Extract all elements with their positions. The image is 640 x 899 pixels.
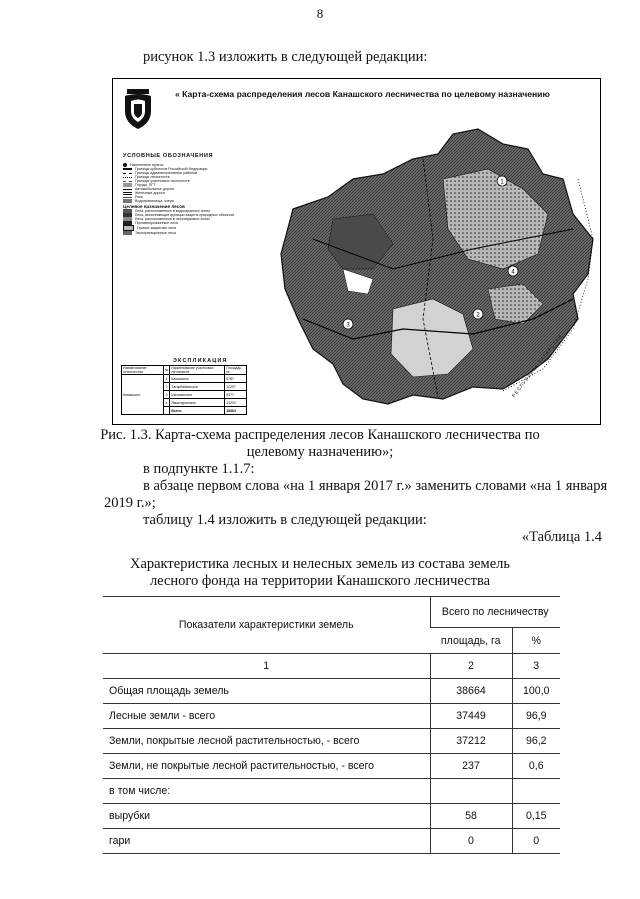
table-cell: 0,15: [512, 804, 560, 829]
table-row: [103, 804, 560, 829]
explication-table: [121, 365, 247, 415]
table-row: [122, 366, 247, 375]
map-region-label: РЕСПУБЛИКА ТАТАРСТАН: [511, 333, 564, 399]
table-cell: Канашское: [122, 375, 164, 415]
column-header: %: [512, 628, 560, 654]
district-number: 2: [476, 312, 480, 319]
paragraph: таблицу 1.4 изложить в следующей редакции:: [143, 512, 427, 528]
table-title-line1: Характеристика лесных и нелесных земель из состава земель: [129, 556, 511, 572]
table-cell: [163, 407, 170, 415]
table-cell: №: [163, 366, 170, 375]
table-cell: Яманчуринское: [170, 399, 225, 407]
table-row: [103, 754, 560, 779]
district-number: 1: [500, 179, 504, 186]
legend-title: УСЛОВНЫЕ ОБОЗНАЧЕНИЯ: [123, 153, 214, 159]
table-cell: Земли, не покрытые лесной растительностью, - всего: [103, 754, 430, 779]
table-cell: 2: [163, 383, 170, 391]
table-cell: 96,9: [512, 704, 560, 729]
table-index-row: [103, 654, 560, 679]
district-number: 3: [346, 322, 350, 329]
table-cell: 0,6: [512, 754, 560, 779]
district-number: 4: [511, 269, 515, 276]
emblem-logo: [121, 87, 155, 131]
table-cell: 6787: [225, 375, 247, 383]
legend-purpose-title: Целевое назначение лесов: [123, 204, 185, 210]
figure-caption-line2: целевому назначению»;: [246, 444, 394, 460]
figure-title: « Карта-схема распределения лесов Канашского лесничества по целевому назначению: [175, 89, 550, 99]
table-cell: Канашское: [170, 375, 225, 383]
paragraph: в абзаце первом слова «на 1 января 2017 г.» заменить словами «на 1 января: [143, 478, 608, 494]
table-cell: Наименование участковых лесничеств: [170, 366, 225, 375]
table-row: [122, 375, 247, 383]
table-reference: «Таблица 1.4: [521, 529, 602, 545]
table-cell: 100,0: [512, 679, 560, 704]
table-cell: 58: [430, 804, 512, 829]
legend-item: Границы субъектов Российской Федерации: [123, 167, 233, 171]
column-header: Всего по лесничеству: [430, 597, 560, 628]
table-cell: 0: [430, 829, 512, 854]
legend: [123, 163, 233, 235]
table-cell: 1: [163, 375, 170, 383]
map-figure: [112, 78, 601, 425]
legend-item: Автомобильные дороги: [123, 187, 233, 191]
legend-item: Прочие защитные леса: [123, 225, 233, 231]
table-cell: 3: [163, 391, 170, 399]
table-cell: Общая площадь земель: [103, 679, 430, 704]
table-cell: 38664: [430, 679, 512, 704]
table-cell: 2: [430, 654, 512, 679]
legend-item: Границы участковых лесничеств: [123, 179, 233, 183]
table-cell: 12297: [225, 383, 247, 391]
table-cell: 96,2: [512, 729, 560, 754]
explication-title: ЭКСПЛИКАЦИЯ: [173, 358, 228, 364]
table-cell: Лесные земли - всего: [103, 704, 430, 729]
table-cell: в том числе:: [103, 779, 430, 804]
legend-item: Леса, расположенные в водоохранных зонах: [123, 209, 233, 213]
table-cell: 3: [512, 654, 560, 679]
page-number: 8: [316, 6, 324, 21]
legend-item: Водохранилища, озера: [123, 199, 233, 203]
legend-item: Леса, выполняющие функции защиты природных объектов: [123, 213, 233, 217]
column-header: площадь, га: [430, 628, 512, 654]
forest-map: [273, 119, 598, 419]
table-cell: Всего:: [170, 407, 225, 415]
table-row: [103, 704, 560, 729]
table-cell: Шихазанское: [170, 391, 225, 399]
land-characteristics-table: [103, 596, 560, 854]
table-cell: [430, 779, 512, 804]
table-cell: Татарбайкинское: [170, 383, 225, 391]
table-row: [103, 729, 560, 754]
paragraph: 2019 г.»;: [104, 495, 156, 511]
legend-item: Города, ПГТ: [123, 183, 233, 187]
table-cell: Земли, покрытые лесной растительностью, - всего: [103, 729, 430, 754]
intro-line: рисунок 1.3 изложить в следующей редакции:: [143, 49, 428, 65]
legend-item: Границы административных районов: [123, 171, 233, 175]
table-cell: 0: [512, 829, 560, 854]
table-cell: 14203: [225, 399, 247, 407]
column-header: Показатели характеристики земель: [103, 597, 430, 654]
legend-item: Железные дороги: [123, 191, 233, 195]
table-cell: 5377: [225, 391, 247, 399]
table-cell: 1: [103, 654, 430, 679]
table-cell: 4: [163, 399, 170, 407]
table-title-line2: лесного фонда на территории Канашского лесничества: [149, 573, 491, 589]
table-cell: Площадь, га: [225, 366, 247, 375]
legend-item: Леса, расположенные в лесопарковых зонах: [123, 217, 233, 221]
table-row: [103, 679, 560, 704]
table-header-row: [103, 597, 560, 628]
table-cell: гари: [103, 829, 430, 854]
legend-item: Эксплуатационные леса: [123, 231, 233, 235]
table-cell: 38664: [225, 407, 247, 415]
table-cell: 237: [430, 754, 512, 779]
table-row: [103, 779, 560, 804]
legend-item: Противоэрозионные леса: [123, 221, 233, 225]
table-cell: вырубки: [103, 804, 430, 829]
legend-item: Границы лесничеств: [123, 175, 233, 179]
table-cell: 37212: [430, 729, 512, 754]
table-cell: Наименование лесничества: [122, 366, 164, 375]
paragraph: в подпункте 1.1.7:: [143, 461, 255, 477]
table-cell: 37449: [430, 704, 512, 729]
legend-item: Населенные пункты: [123, 163, 233, 167]
table-cell: [512, 779, 560, 804]
table-row: [103, 829, 560, 854]
legend-item: Реки: [123, 195, 233, 199]
figure-caption-line1: Рис. 1.3. Карта-схема распределения лесов Канашского лесничества по: [100, 427, 540, 443]
